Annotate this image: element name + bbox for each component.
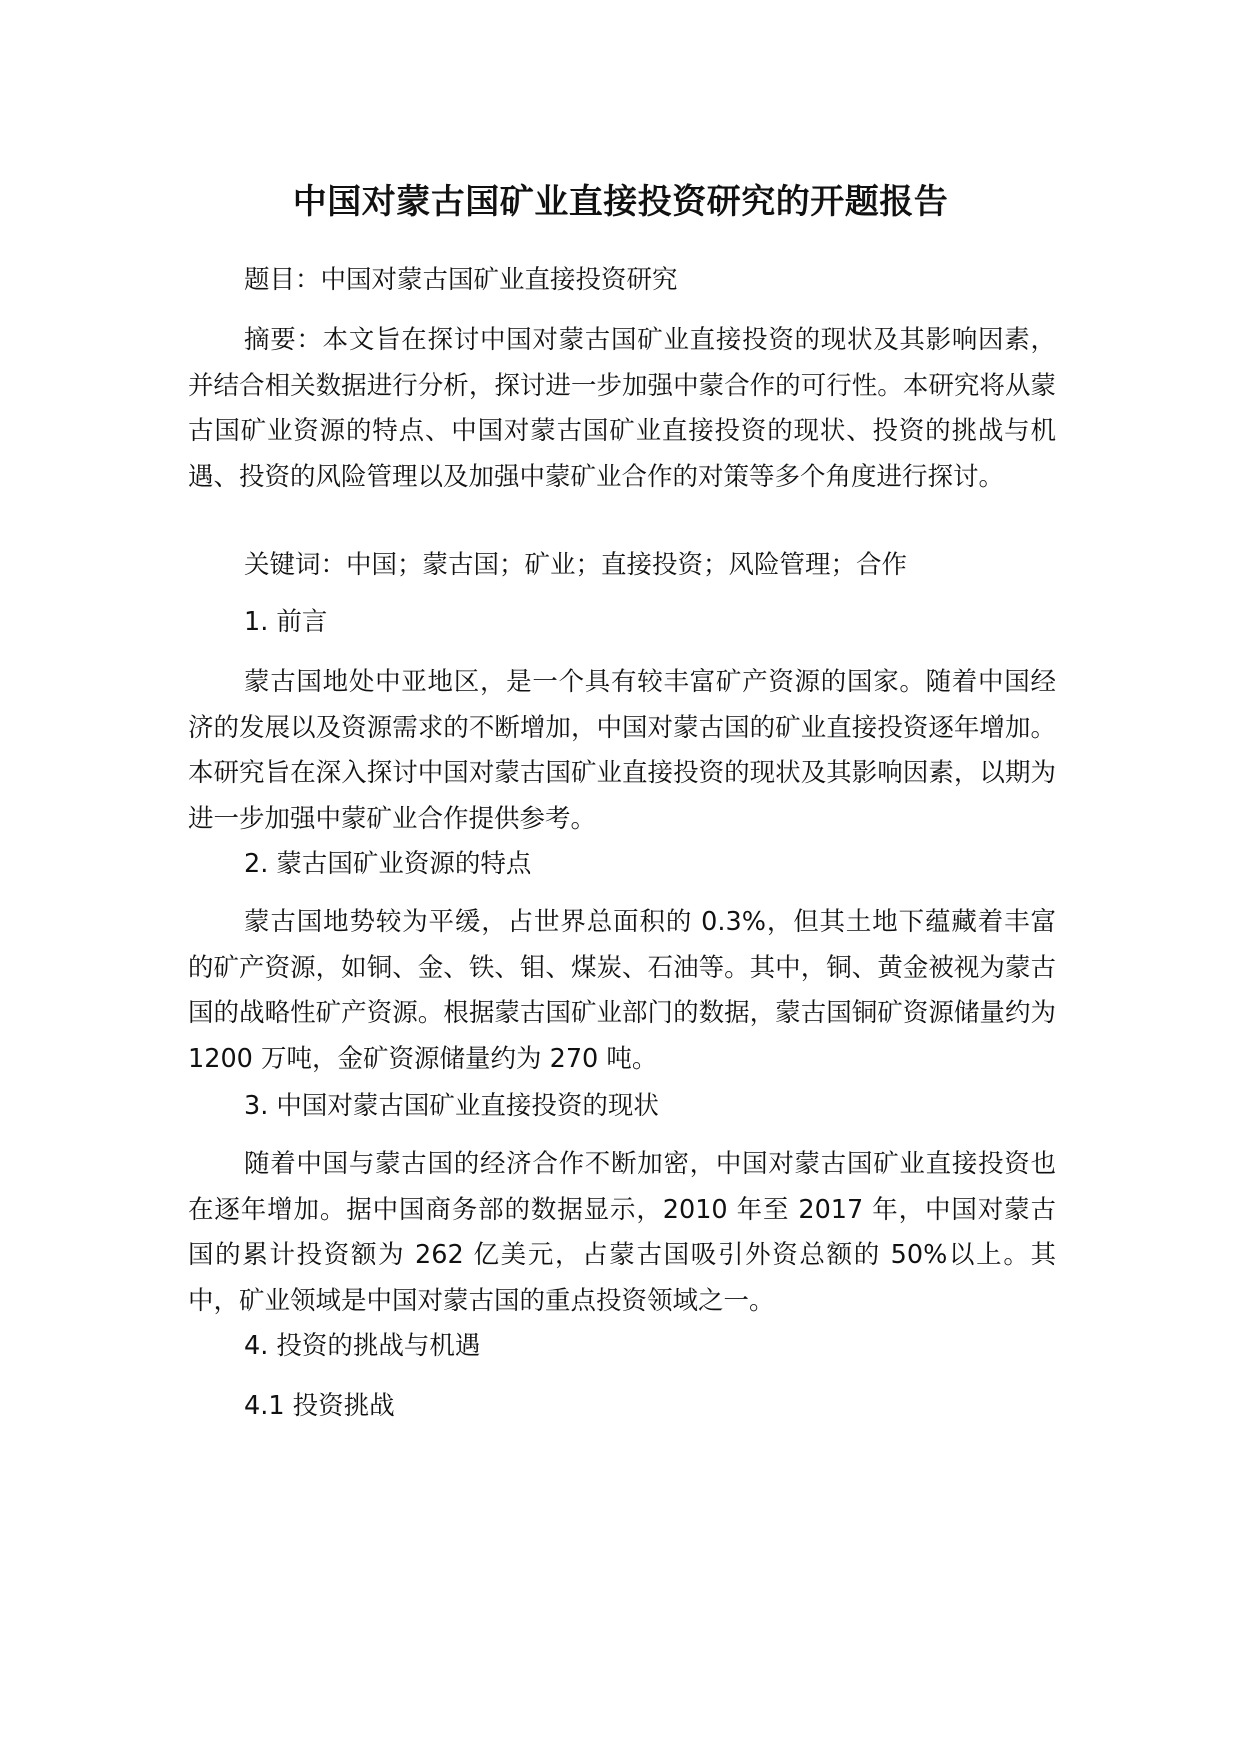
section-heading-3: 3. 中国对蒙古国矿业直接投资的现状 xyxy=(244,1091,659,1121)
keywords-line: 关键词：中国；蒙古国；矿业；直接投资；风险管理；合作 xyxy=(244,550,908,580)
section-paragraph-1: 蒙古国地处中亚地区，是一个具有较丰富矿产资源的国家。随着中国经济的发展以及资源需求的不断增加，中国对蒙古国的矿业直接投资逐年增加。本研究旨在深入探讨中国对蒙古国矿业直接投资的现状及其影响因素，以期为进一步加强中蒙矿业合作提供参考。 xyxy=(188,667,1056,834)
section-heading-1: 1. 前言 xyxy=(244,607,328,637)
section-paragraph-3: 随着中国与蒙古国的经济合作不断加密，中国对蒙古国矿业直接投资也在逐年增加。据中国商务部的数据显示，2010 年至 2017 年，中国对蒙古国的累计投资额为 262 亿美元，占蒙古国吸引外资总额的 50%以上。其中，矿业领域是中国对蒙古国的重点投资领域之一。 xyxy=(188,1149,1056,1316)
section-heading-2: 2. 蒙古国矿业资源的特点 xyxy=(244,849,532,879)
abstract-paragraph: 摘要：本文旨在探讨中国对蒙古国矿业直接投资的现状及其影响因素，并结合相关数据进行分析，探讨进一步加强中蒙合作的可行性。本研究将从蒙古国矿业资源的特点、中国对蒙古国矿业直接投资的现状、投资的挑战与机遇、投资的风险管理以及加强中蒙矿业合作的对策等多个角度进行探讨。 xyxy=(188,325,1056,492)
subject-line: 题目：中国对蒙古国矿业直接投资研究 xyxy=(244,265,678,295)
document-title: 中国对蒙古国矿业直接投资研究的开题报告 xyxy=(292,182,949,222)
subsection-heading-4-1: 4.1 投资挑战 xyxy=(244,1391,395,1421)
section-heading-4: 4. 投资的挑战与机遇 xyxy=(244,1331,481,1361)
section-paragraph-2: 蒙古国地势较为平缓，占世界总面积的 0.3%，但其土地下蕴藏着丰富的矿产资源，如铜、金、铁、钼、煤炭、石油等。其中，铜、黄金被视为蒙古国的战略性矿产资源。根据蒙古国矿业部门的数据，蒙古国铜矿资源储量约为 1200 万吨，金矿资源储量约为 270 吨。 xyxy=(188,907,1056,1074)
